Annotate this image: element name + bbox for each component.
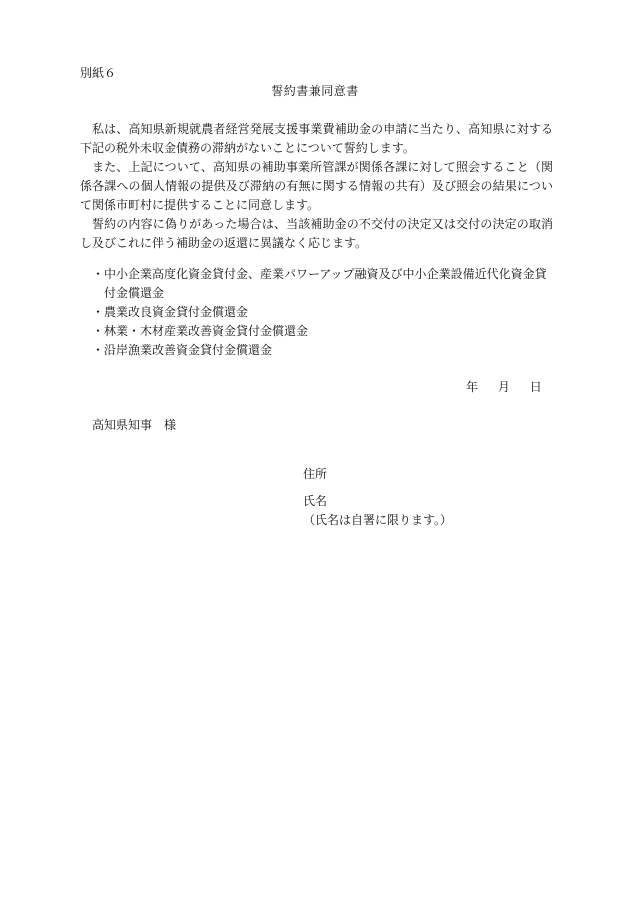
consent-paragraph: また、上記について、高知県の補助事業所管課が関係各課に対して照会すること（関係各課への個人情報の提供及び滞納の有無に関する情報の共有）及び照会の結果について関係市町村に提供することに同意します。: [80, 160, 553, 212]
signature-block: [303, 465, 452, 530]
address-label: 住所: [303, 467, 328, 481]
debt-list: [92, 265, 557, 360]
list-item: ・中小企業高度化資金貸付金、産業パワーアップ融資及び中小企業設備近代化資金貸付金償還金: [92, 267, 547, 300]
falsehood-paragraph: 誓約の内容に偽りがあった場合は、当該補助金の不交付の決定又は交付の決定の取消し及びこれに伴う補助金の返還に異議なく応じます。: [80, 217, 553, 250]
date-year: 年: [466, 380, 479, 394]
date-day: 日: [529, 380, 542, 394]
list-item: ・林業・木材産業改善資金貸付金償還金: [92, 324, 309, 338]
annex-label: 別紙６: [80, 66, 117, 80]
name-label: 氏名: [303, 494, 328, 508]
date-line: [466, 378, 552, 396]
date-month: 月: [497, 380, 510, 394]
list-item: ・農業改良資金貸付金償還金: [92, 305, 249, 319]
name-note: （氏名は自署に限ります。）: [303, 513, 453, 527]
pledge-paragraph: 私は、高知県新規就農者経営発展支援事業費補助金の申請に当たり、高知県に対する下記の税外未収金債務の滞納がないことについて誓約します。: [80, 122, 553, 155]
list-item: ・沿岸漁業改善資金貸付金償還金: [92, 343, 273, 357]
addressee: 高知県知事 様: [92, 418, 177, 432]
document-title: 誓約書兼同意書: [271, 84, 359, 98]
pledge-body: [80, 120, 553, 253]
